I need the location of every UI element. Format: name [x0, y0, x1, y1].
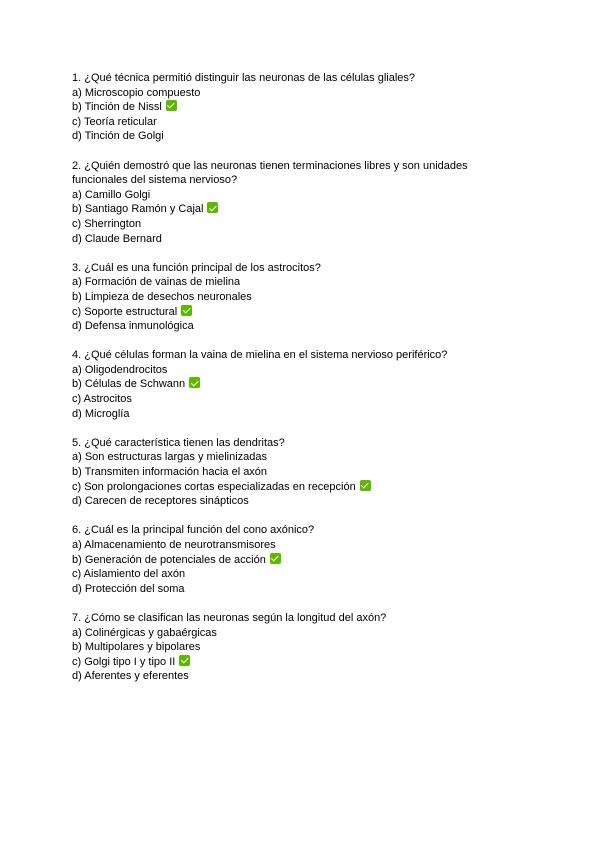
check-mark-icon	[181, 305, 192, 316]
option-a	[72, 363, 600, 378]
option-b	[72, 553, 600, 568]
option-c	[72, 217, 600, 232]
option-c	[72, 567, 600, 582]
question-4	[72, 348, 600, 421]
check-mark-icon	[270, 553, 281, 564]
option-text: d) Protección del soma	[72, 582, 185, 595]
option-c	[72, 480, 600, 495]
option-text: c) Aislamiento del axón	[72, 568, 186, 581]
option-text: a) Camillo Golgi	[72, 188, 151, 201]
option-text: c) Teoría reticular	[72, 115, 157, 128]
option-d	[72, 407, 600, 422]
check-mark-icon	[189, 377, 200, 388]
option-text: a) Son estructuras largas y mielinizadas	[72, 451, 268, 464]
option-b	[72, 465, 600, 480]
option-text: c) Astrocitos	[72, 393, 132, 406]
option-c	[72, 655, 600, 670]
option-text: b) Generación de potenciales de acción	[72, 553, 266, 566]
option-text: b) Transmiten información hacia el axón	[72, 466, 268, 479]
option-a	[72, 450, 600, 465]
question-1	[72, 71, 600, 144]
option-text: d) Carecen de receptores sinápticos	[72, 495, 249, 508]
option-d	[72, 494, 600, 509]
question-text: 2. ¿Quién demostró que las neuronas tienen terminaciones libres y son unidades funcionales del sistema nervioso?	[72, 159, 468, 187]
option-text: a) Colinérgicas y gabaérgicas	[72, 626, 217, 639]
option-text: d) Aferentes y eferentes	[72, 670, 189, 683]
check-mark-icon	[166, 100, 177, 111]
option-a	[72, 86, 600, 101]
question-text: 7. ¿Cómo se clasifican las neuronas según la longitud del axón?	[72, 611, 387, 624]
option-a	[72, 626, 600, 641]
option-d	[72, 669, 600, 684]
check-mark-icon	[360, 480, 371, 491]
check-mark-icon	[179, 655, 190, 666]
check-mark-icon	[207, 202, 218, 213]
question-text: 4. ¿Qué células forman la vaina de mielina en el sistema nervioso periférico?	[72, 349, 448, 362]
question-3	[72, 261, 600, 334]
question-text: 3. ¿Cuál es una función principal de los astrocitos?	[72, 261, 321, 274]
question-2	[72, 159, 600, 247]
option-d	[72, 582, 600, 597]
option-b	[72, 377, 600, 392]
option-b	[72, 202, 600, 217]
option-c	[72, 392, 600, 407]
option-text: c) Son prolongaciones cortas especializadas en recepción	[72, 480, 356, 493]
option-b	[72, 640, 600, 655]
option-text: a) Oligodendrocitos	[72, 363, 168, 376]
question-6	[72, 523, 600, 596]
option-b	[72, 100, 600, 115]
option-text: b) Limpieza de desechos neuronales	[72, 290, 252, 303]
option-text: c) Sherrington	[72, 217, 142, 230]
option-text: b) Tinción de Nissl	[72, 101, 162, 114]
question-text: 6. ¿Cuál es la principal función del cono axónico?	[72, 524, 315, 537]
option-text: a) Almacenamiento de neurotransmisores	[72, 539, 276, 551]
option-a	[72, 275, 600, 290]
option-a	[72, 538, 600, 553]
question-7	[72, 611, 600, 684]
option-text: d) Microglía	[72, 407, 130, 420]
option-d	[72, 319, 600, 334]
option-text: c) Soporte estructural	[72, 305, 178, 318]
option-text: a) Microscopio compuesto	[72, 86, 201, 99]
option-text: a) Formación de vainas de mielina	[72, 276, 241, 289]
option-text: b) Santiago Ramón y Cajal	[72, 203, 204, 216]
option-c	[72, 115, 600, 130]
option-text: d) Claude Bernard	[72, 232, 162, 245]
question-text: 5. ¿Qué característica tienen las dendritas?	[72, 436, 285, 449]
option-text: b) Células de Schwann	[72, 378, 186, 391]
option-text: c) Golgi tipo I y tipo II	[72, 655, 176, 668]
option-d	[72, 129, 600, 144]
option-a	[72, 188, 600, 203]
option-text: b) Multipolares y bipolares	[72, 641, 201, 654]
option-c	[72, 305, 600, 320]
option-text: d) Defensa inmunológica	[72, 320, 194, 333]
option-b	[72, 290, 600, 305]
option-text: d) Tinción de Golgi	[72, 130, 164, 143]
question-5	[72, 436, 600, 509]
option-d	[72, 232, 600, 247]
question-text: 1. ¿Qué técnica permitió distinguir las neuronas de las células gliales?	[72, 72, 416, 84]
